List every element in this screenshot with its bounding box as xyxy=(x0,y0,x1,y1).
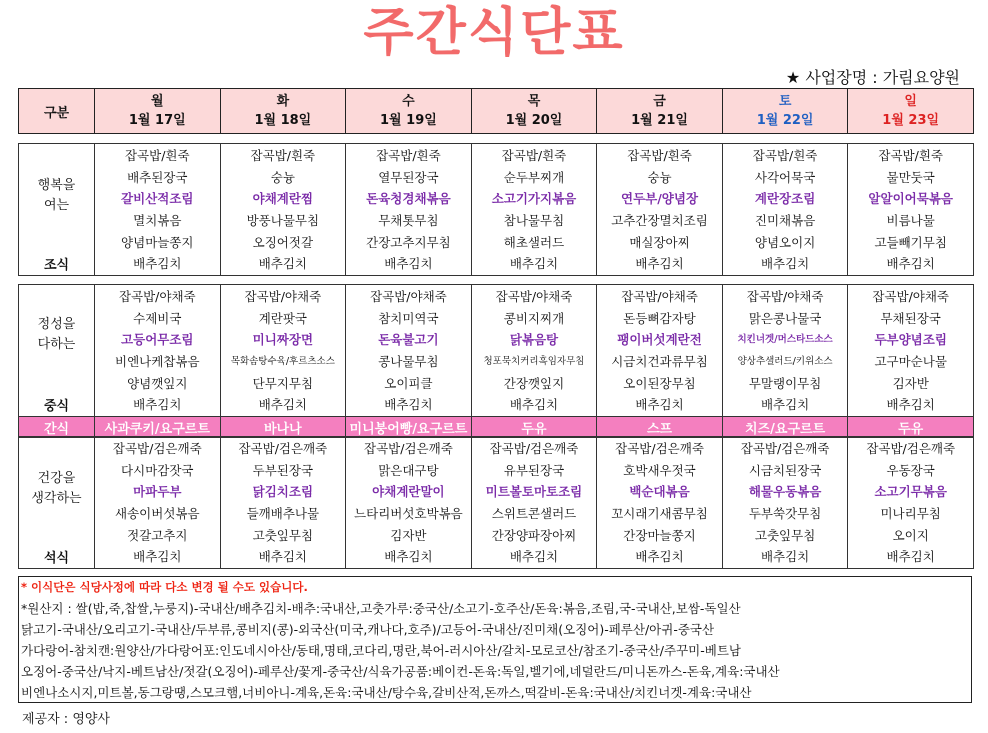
notes-line: 닭고기-국내산/오리고기-국내산/두부류,콩비지(콩)-외국산(미국,캐나다,호주)/고등어-국내산/진미채(오징어)-페루산/아귀-중국산 xyxy=(21,622,715,637)
notes-box xyxy=(18,576,972,703)
dinner-menu-item: 잡곡밥/검은깨죽 xyxy=(740,441,830,456)
notes-line: 가다랑어-참치캔:원양산/가다랑어포:인도네시아산/동태,명태,코다리,명란,북어-러시아산/갈치-모로코산/참조기-중국산/주꾸미-베트남 xyxy=(21,643,741,658)
lunch-day-cell xyxy=(95,285,221,417)
dinner-day-cell xyxy=(597,437,723,569)
day-header: 수 1월 19일 xyxy=(346,89,472,134)
dinner-menu-item: 고춧잎무침 xyxy=(754,527,816,543)
breakfast-menu-item: 배추김치 xyxy=(635,256,684,272)
dinner-menu-item: 배추김치 xyxy=(760,549,810,565)
lunch-day-cell xyxy=(848,285,974,417)
lunch-menu-item: 맑은콩나물국 xyxy=(748,310,822,326)
dinner-menu-item: 다시마감잣국 xyxy=(121,462,194,478)
lunch-label xyxy=(19,285,95,417)
lunch-menu-item: 배추김치 xyxy=(384,397,433,413)
lunch-menu-item: 목화솜탕수육/후르츠소스 xyxy=(230,356,335,368)
lunch-menu-item: 잡곡밥/야채죽 xyxy=(370,289,447,304)
dinner-menu-item: 잡곡밥/검은깨죽 xyxy=(238,441,328,456)
dinner-menu-item: 간장마늘쫑지 xyxy=(623,527,696,543)
lunch-menu-item: 잡곡밥/야채죽 xyxy=(872,289,950,304)
lunch-menu-item: 배추김치 xyxy=(886,397,935,413)
dinner-day-cell xyxy=(95,437,221,569)
lunch-menu-item: 닭볶음탕 xyxy=(509,332,559,348)
dinner-label xyxy=(19,437,95,569)
dinner-menu-item: 고춧잎무침 xyxy=(252,527,314,543)
lunch-menu-item: 단무지무침 xyxy=(252,375,314,391)
breakfast-menu-item: 계란장조림 xyxy=(754,191,816,207)
breakfast-day-cell xyxy=(220,144,346,276)
breakfast-menu-item: 순두부찌개 xyxy=(503,169,565,185)
dinner-day-cell xyxy=(220,437,346,569)
lunch-menu-item: 잡곡밥/야채죽 xyxy=(118,289,196,304)
breakfast-menu-item: 양념마늘쫑지 xyxy=(121,234,194,250)
breakfast-menu-item: 배추된장국 xyxy=(127,169,188,185)
dinner-menu-item: 들깨배추나물 xyxy=(246,506,320,522)
dinner-menu-item: 김자반 xyxy=(390,527,427,543)
breakfast-day-cell xyxy=(597,144,723,276)
breakfast-menu-item: 고들빼기무침 xyxy=(874,234,947,250)
dinner-menu-item: 잡곡밥/검은깨죽 xyxy=(615,441,704,456)
lunch-menu-item: 참치미역국 xyxy=(378,310,439,326)
breakfast-menu-item: 양념오이지 xyxy=(754,234,816,250)
dinner-menu-item: 시금치된장국 xyxy=(748,462,822,478)
dinner-menu-item: 우동장국 xyxy=(886,462,935,478)
notes-line: *원산지 : 쌀(밥,죽,찹쌀,누룽지)-국내산/배추김치-배추:국내산,고춧가루:중국산/소고기-호주산/돈육:볶음,조림,국-국내산,보쌈-독일산 xyxy=(21,601,741,616)
breakfast-label-bottom: 조식 xyxy=(43,258,70,274)
lunch-menu-item: 청포묵치커리흑임자무침 xyxy=(483,356,585,368)
breakfast-menu-item: 무채톳무침 xyxy=(378,213,439,229)
dinner-menu-item: 호박새우젓국 xyxy=(623,462,696,478)
day-header: 금 1월 21일 xyxy=(597,89,723,134)
lunch-menu-item: 팽이버섯계란전 xyxy=(617,332,702,348)
notes-warning: * 이식단은 식당사정에 따라 다소 변경 될 수도 있습니다. xyxy=(21,580,308,594)
dinner-menu-item: 배추김치 xyxy=(886,549,935,565)
dinner-label-bottom: 석식 xyxy=(43,551,70,567)
lunch-label-line: 다하는 xyxy=(37,337,76,352)
breakfast-menu-item: 열무된장국 xyxy=(378,169,439,185)
breakfast-label-line: 여는 xyxy=(43,198,70,213)
breakfast-menu-item: 야채계란찜 xyxy=(252,191,314,207)
breakfast-day-cell xyxy=(848,144,974,276)
dinner-label-line: 생각하는 xyxy=(31,491,82,506)
breakfast-menu-item: 알알이어묵볶음 xyxy=(868,191,953,207)
breakfast-menu-item: 돈육청경채볶음 xyxy=(366,191,451,207)
dinner-day-cell xyxy=(346,437,472,569)
breakfast-menu-item: 잡곡밥/흰죽 xyxy=(124,148,190,163)
day-header: 월 1월 17일 xyxy=(95,89,221,134)
snack-item: 바나나 xyxy=(220,417,346,438)
lunch-menu-item: 두부양념조림 xyxy=(874,332,947,348)
lunch-menu-item: 배추김치 xyxy=(509,397,559,413)
snack-item: 두유 xyxy=(848,417,974,438)
breakfast-day-cell xyxy=(346,144,472,276)
breakfast-menu-item: 비름나물 xyxy=(886,213,935,229)
breakfast-table xyxy=(18,143,974,276)
breakfast-menu-item: 잡곡밥/흰죽 xyxy=(752,148,818,163)
dinner-label-line: 건강을 xyxy=(37,471,76,486)
dinner-menu-item: 야채계란말이 xyxy=(372,484,445,500)
lunch-menu-item: 돈육불고기 xyxy=(378,332,439,348)
site-name: ★ 사업장명 : 가림요양원 xyxy=(785,68,960,87)
lunch-menu-item: 돈등뼈감자탕 xyxy=(623,310,696,326)
breakfast-menu-item: 해초샐러드 xyxy=(503,234,565,250)
dinner-menu-item: 잡곡밥/검은깨죽 xyxy=(866,441,956,456)
dinner-menu-item: 백순대볶음 xyxy=(629,484,690,500)
lunch-menu-item: 무채된장국 xyxy=(880,310,941,326)
breakfast-menu-item: 배추김치 xyxy=(509,256,559,272)
dinner-menu-item: 배추김치 xyxy=(635,549,684,565)
dinner-menu-item: 새송이버섯볶음 xyxy=(115,506,200,522)
breakfast-menu-item: 방풍나물무침 xyxy=(246,213,320,229)
snack-item: 미니붕어빵/요구르트 xyxy=(346,417,472,438)
notes-line: 오징어-중국산/낙지-베트남산/젓갈(오징어)-페루산/꽃게-중국산/식육가공품:베이컨-돈육:독일,벨기에,네덜란드/미니돈까스-돈육,계육:국내산 xyxy=(21,664,780,679)
snack-item: 사과쿠키/요구르트 xyxy=(95,417,221,438)
breakfast-menu-item: 잡곡밥/흰죽 xyxy=(627,148,692,163)
breakfast-menu-item: 연두부/양념장 xyxy=(621,191,699,207)
lunch-menu-item: 콩비지찌개 xyxy=(503,310,565,326)
dinner-menu-item: 닭김치조림 xyxy=(252,484,314,500)
breakfast-menu-item: 매실장아찌 xyxy=(629,234,690,250)
lunch-day-cell xyxy=(471,285,597,417)
snack-item: 치즈/요구르트 xyxy=(722,417,848,438)
dinner-menu-item: 소고기무볶음 xyxy=(874,484,947,500)
dinner-menu-item: 배추김치 xyxy=(258,549,307,565)
lunch-menu-item: 콩나물무침 xyxy=(378,354,439,370)
breakfast-menu-item: 사각어묵국 xyxy=(754,169,816,185)
lunch-day-cell xyxy=(722,285,848,417)
lunch-menu-item: 수제비국 xyxy=(133,310,182,326)
lunch-menu-item: 시금치건과류무침 xyxy=(611,354,708,370)
breakfast-menu-item: 진미채볶음 xyxy=(754,213,816,229)
lunch-label-bottom: 중식 xyxy=(43,399,70,415)
dinner-menu-item: 배추김치 xyxy=(509,549,559,565)
dinner-menu-item: 잡곡밥/검은깨죽 xyxy=(489,441,579,456)
snack-label: 간식 xyxy=(19,417,95,438)
breakfast-day-cell xyxy=(722,144,848,276)
lunch-menu-item: 양상추샐러드/키위소스 xyxy=(737,356,833,368)
dinner-menu-item: 배추김치 xyxy=(384,549,433,565)
lunch-menu-item: 오이된장무침 xyxy=(623,375,696,391)
breakfast-menu-item: 배추김치 xyxy=(384,256,433,272)
dinner-menu-item: 스위트콘샐러드 xyxy=(491,506,577,522)
breakfast-label-line: 행복을 xyxy=(37,178,76,193)
breakfast-menu-item: 배추김치 xyxy=(760,256,810,272)
breakfast-day-cell xyxy=(95,144,221,276)
provider: 제공자 : 영양사 xyxy=(22,712,110,727)
lunch-menu-item: 배추김치 xyxy=(133,397,182,413)
breakfast-menu-item: 간장고추지무침 xyxy=(366,234,451,250)
breakfast-menu-item: 잡곡밥/흰죽 xyxy=(878,148,943,163)
lunch-menu-item: 김자반 xyxy=(892,375,929,391)
lunch-label-line: 정성을 xyxy=(37,317,76,332)
lunch-menu-item: 오이피클 xyxy=(384,375,433,391)
page-title: 주간식단표 xyxy=(363,3,625,63)
lunch-menu-item: 고구마순나물 xyxy=(874,354,947,370)
breakfast-menu-item: 멸치볶음 xyxy=(133,213,182,229)
lunch-menu-item: 계란팟국 xyxy=(258,310,307,326)
snack-item: 두유 xyxy=(471,417,597,438)
notes-line: 비엔나소시지,미트볼,동그랑땡,스모크햄,너비아니-계육,돈육:국내산/탕수육,갈비산적,돈까스,떡갈비-돈육:국내산/치킨너겟-계육:국내산 xyxy=(21,685,752,700)
dinner-menu-item: 미나리무침 xyxy=(880,506,941,522)
lunch-menu-item: 잡곡밥/야채죽 xyxy=(244,289,322,304)
lunch-menu-item: 잡곡밥/야채죽 xyxy=(621,289,698,304)
snack-item: 스프 xyxy=(597,417,723,438)
lunch-menu-item: 잡곡밥/야채죽 xyxy=(746,289,824,304)
lunch-table xyxy=(18,284,974,438)
day-header: 화 1월 18일 xyxy=(220,89,346,134)
lunch-menu-item: 간장깻잎지 xyxy=(503,375,565,391)
breakfast-menu-item: 소고기가지볶음 xyxy=(491,191,577,207)
breakfast-menu-item: 오징어젓갈 xyxy=(252,234,314,250)
dinner-day-cell xyxy=(722,437,848,569)
lunch-menu-item: 비엔나케찹볶음 xyxy=(115,354,200,370)
breakfast-menu-item: 잡곡밥/흰죽 xyxy=(501,148,567,163)
lunch-menu-item: 양념깻잎지 xyxy=(127,375,188,391)
dinner-menu-item: 꼬시래기새콤무침 xyxy=(611,506,708,522)
breakfast-menu-item: 물만둣국 xyxy=(886,169,935,185)
breakfast-menu-item: 참나물무침 xyxy=(503,213,565,229)
breakfast-day-cell xyxy=(471,144,597,276)
lunch-menu-item: 배추김치 xyxy=(635,397,684,413)
breakfast-menu-item: 갈비산적조림 xyxy=(121,191,194,207)
dinner-menu-item: 잡곡밥/검은깨죽 xyxy=(112,441,202,456)
lunch-menu-item: 잡곡밥/야채죽 xyxy=(495,289,573,304)
header-table xyxy=(18,88,974,134)
dinner-menu-item: 간장양파장아찌 xyxy=(491,527,577,543)
lunch-day-cell xyxy=(220,285,346,417)
day-header-sunday: 일 1월 23일 xyxy=(848,89,974,134)
lunch-day-cell xyxy=(597,285,723,417)
lunch-menu-item: 미니짜장면 xyxy=(252,332,314,348)
dinner-table xyxy=(18,436,974,569)
breakfast-menu-item: 숭늉 xyxy=(270,169,295,185)
breakfast-menu-item: 잡곡밥/흰죽 xyxy=(250,148,316,163)
breakfast-menu-item: 숭늉 xyxy=(647,169,672,185)
breakfast-menu-item: 배추김치 xyxy=(133,256,182,272)
dinner-menu-item: 맑은대구탕 xyxy=(378,462,439,478)
dinner-menu-item: 미트볼토마토조림 xyxy=(485,484,583,500)
dinner-menu-item: 유부된장국 xyxy=(503,462,565,478)
dinner-menu-item: 배추김치 xyxy=(133,549,182,565)
breakfast-menu-item: 고추간장멸치조림 xyxy=(611,213,708,229)
dinner-menu-item: 잡곡밥/검은깨죽 xyxy=(364,441,453,456)
dinner-day-cell xyxy=(471,437,597,569)
lunch-day-cell xyxy=(346,285,472,417)
breakfast-menu-item: 잡곡밥/흰죽 xyxy=(376,148,441,163)
dinner-menu-item: 두부쑥갓무침 xyxy=(748,506,822,522)
breakfast-menu-item: 배추김치 xyxy=(258,256,307,272)
header-label: 구분 xyxy=(19,89,95,134)
dinner-menu-item: 젓갈고추지 xyxy=(127,527,188,543)
dinner-day-cell xyxy=(848,437,974,569)
dinner-menu-item: 해물우동볶음 xyxy=(748,484,822,500)
dinner-menu-item: 마파두부 xyxy=(133,484,182,500)
breakfast-label xyxy=(19,144,95,276)
lunch-menu-item: 고등어무조림 xyxy=(121,332,194,348)
day-header: 목 1월 20일 xyxy=(471,89,597,134)
dinner-menu-item: 두부된장국 xyxy=(252,462,314,478)
breakfast-menu-item: 배추김치 xyxy=(886,256,935,272)
day-header-saturday: 토 1월 22일 xyxy=(722,89,848,134)
lunch-menu-item: 치킨너겟/머스타드소스 xyxy=(737,334,833,346)
lunch-menu-item: 무말랭이무침 xyxy=(748,375,822,391)
lunch-menu-item: 배추김치 xyxy=(760,397,810,413)
dinner-menu-item: 오이지 xyxy=(892,527,929,543)
lunch-menu-item: 배추김치 xyxy=(258,397,307,413)
dinner-menu-item: 느타리버섯호박볶음 xyxy=(354,506,463,522)
